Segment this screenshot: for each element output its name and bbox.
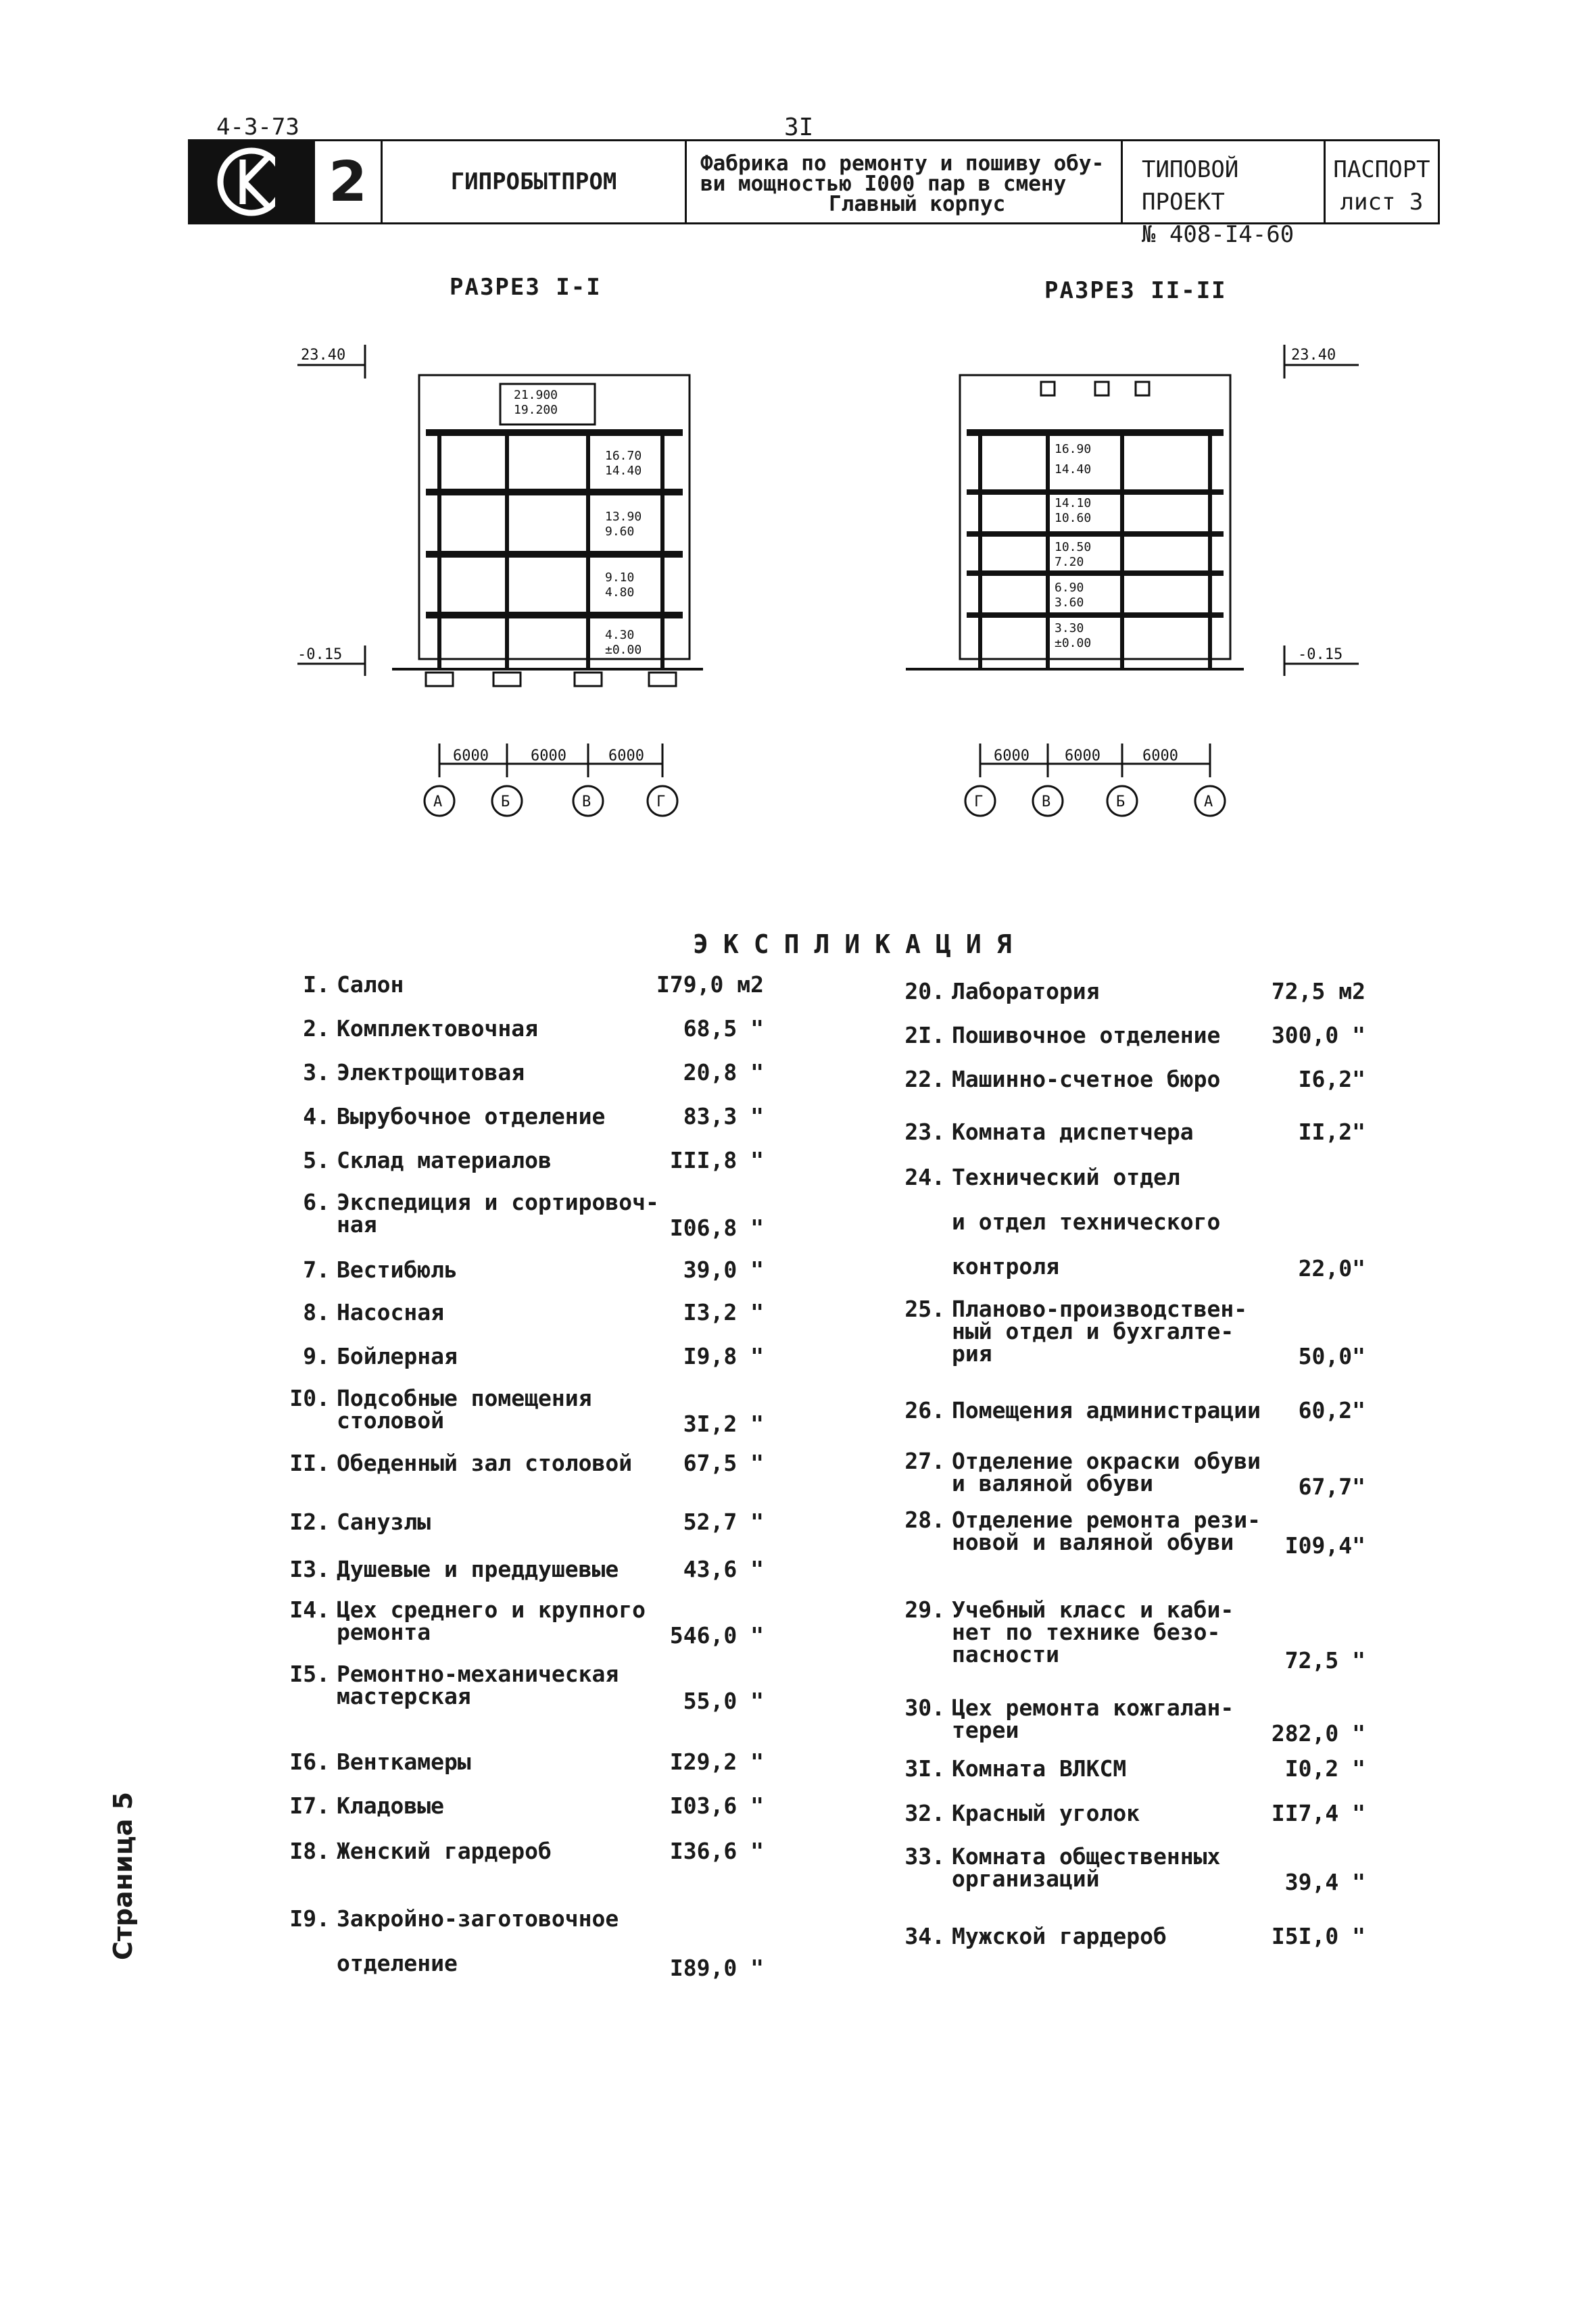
- item-number: I3.: [289, 1556, 330, 1582]
- item-area: 39,0 ": [683, 1257, 764, 1283]
- item-name: Цех среднего и крупного ремонта: [337, 1597, 646, 1645]
- s1-mark-5a: 4.30: [605, 628, 635, 642]
- project-number: [1123, 141, 1326, 248]
- stamp-number: 2: [315, 141, 383, 222]
- item-name: Мужской гардероб: [952, 1923, 1167, 1949]
- title-line-3: Главный корпус: [829, 192, 1006, 216]
- title-line-2: ви мощностью I000 пар в смену: [700, 172, 1067, 196]
- item-name: Комплектовочная: [337, 1015, 539, 1042]
- item-number: I7.: [289, 1793, 330, 1819]
- item-number: 5.: [303, 1147, 330, 1173]
- item-number: 26.: [904, 1397, 945, 1423]
- passport-label: ПАСПОРТ: [1333, 156, 1430, 183]
- item-name: Насосная: [337, 1299, 444, 1325]
- item-name: Отделение окраски обуви и валяной обуви: [952, 1448, 1261, 1496]
- s1-mark-2b: 14.40: [605, 464, 642, 478]
- item-area: 83,3 ": [683, 1103, 764, 1129]
- item-name: Машинно-счетное бюро: [952, 1066, 1221, 1092]
- s1-mark-3a: 13.90: [605, 510, 642, 524]
- item-name: Вестибюль: [337, 1257, 458, 1283]
- item-name: Склад материалов: [337, 1147, 552, 1173]
- item-name: Санузлы: [337, 1509, 431, 1535]
- item-area: 43,6 ": [683, 1556, 764, 1582]
- item-area: 52,7 ": [683, 1509, 764, 1535]
- title-line-1: Фабрика по ремонту и пошиву обу-: [700, 151, 1105, 176]
- item-name: Электрощитовая: [337, 1059, 525, 1086]
- s2-mark-4b: 3.60: [1055, 595, 1084, 610]
- item-area: I09,4": [1284, 1532, 1365, 1559]
- item-name: Кладовые: [337, 1793, 444, 1819]
- item-area: 72,5 ": [1284, 1647, 1365, 1674]
- item-name: Планово-производствен- ный отдел и бухгалте- рия: [952, 1296, 1248, 1367]
- organization-name: ГИПРОБЫТПРОМ: [383, 141, 687, 222]
- item-number: 2.: [303, 1015, 330, 1042]
- item-area: II7,4 ": [1271, 1800, 1365, 1826]
- s1-span-1: 6000: [453, 748, 489, 764]
- s2-mark-4a: 6.90: [1055, 581, 1084, 595]
- item-area: 67,5 ": [683, 1450, 764, 1476]
- s1-axis-3: В: [582, 794, 591, 810]
- section-1-drawing: [284, 331, 717, 831]
- section-2-level-ground: -0.15: [1298, 646, 1343, 663]
- item-number: I4.: [289, 1597, 330, 1623]
- item-area: I0,2 ": [1284, 1755, 1365, 1782]
- item-name: Комната ВЛКСМ: [952, 1755, 1127, 1782]
- s2-mark-3a: 10.50: [1055, 540, 1092, 554]
- item-number: 4.: [303, 1103, 330, 1129]
- item-area: I29,2 ": [669, 1749, 764, 1775]
- s1-span-2: 6000: [531, 748, 566, 764]
- s1-mark-3b: 9.60: [605, 525, 635, 539]
- ck-logo-icon: [201, 145, 302, 219]
- logo-cell: [190, 141, 315, 222]
- s1-axis-1: А: [433, 794, 443, 810]
- s2-span-3: 6000: [1142, 748, 1178, 764]
- item-name: Бойлерная: [337, 1343, 458, 1369]
- s1-mark-2a: 16.70: [605, 449, 642, 463]
- section-1-title: РАЗРЕЗ I-I: [450, 274, 602, 301]
- item-number: I9.: [289, 1905, 330, 1932]
- item-name: Подсобные помещения столовой: [337, 1385, 592, 1434]
- item-area: I03,6 ": [669, 1793, 764, 1819]
- item-name: Закройно-заготовочное отделение: [337, 1905, 619, 1976]
- item-number: 29.: [904, 1597, 945, 1623]
- s2-span-2: 6000: [1065, 748, 1101, 764]
- project-code: № 408-I4-60: [1142, 221, 1295, 248]
- item-name: Комната диспетчера: [952, 1119, 1194, 1145]
- s2-axis-2: В: [1042, 794, 1051, 810]
- s1-mark-1b: 19.200: [514, 403, 558, 417]
- item-area: 20,8 ": [683, 1059, 764, 1086]
- project-title: [687, 141, 1123, 222]
- item-number: 25.: [904, 1296, 945, 1322]
- s2-mark-1b: 14.40: [1055, 462, 1092, 477]
- s2-axis-4: А: [1204, 794, 1213, 810]
- s2-mark-2a: 14.10: [1055, 496, 1092, 510]
- s2-mark-3b: 7.20: [1055, 555, 1084, 569]
- section-2-drawing: [892, 331, 1379, 831]
- item-name: Пошивочное отделение: [952, 1022, 1221, 1048]
- item-name: Технический отдел и отдел технического контроля: [952, 1164, 1221, 1280]
- project-type: ТИПОВОЙ ПРОЕКТ: [1142, 156, 1239, 216]
- passport-cell: [1326, 141, 1438, 222]
- item-area: 300,0 ": [1271, 1022, 1365, 1048]
- section-2-level-top: 23.40: [1291, 347, 1336, 364]
- item-area: I06,8 ": [669, 1215, 764, 1241]
- item-name: Помещения администрации: [952, 1397, 1261, 1423]
- item-number: 20.: [904, 978, 945, 1004]
- item-name: Отделение ремонта рези- новой и валяной обуви: [952, 1507, 1261, 1555]
- item-number: 34.: [904, 1923, 945, 1949]
- item-name: Салон: [337, 971, 404, 998]
- item-area: 67,7": [1298, 1473, 1365, 1500]
- s2-mark-5a: 3.30: [1055, 621, 1084, 635]
- item-number: 23.: [904, 1119, 945, 1145]
- item-number: 28.: [904, 1507, 945, 1533]
- section-1-level-top: 23.40: [301, 347, 346, 364]
- item-number: 3.: [303, 1059, 330, 1086]
- section-1-level-ground: -0.15: [297, 646, 343, 663]
- sheet-label: лист 3: [1340, 189, 1424, 216]
- item-name: Ремонтно-механическая мастерская: [337, 1661, 619, 1709]
- item-area: 39,4 ": [1284, 1869, 1365, 1895]
- s2-mark-5b: ±0.00: [1055, 636, 1092, 650]
- item-number: 9.: [303, 1343, 330, 1369]
- item-name: Лаборатория: [952, 978, 1100, 1004]
- item-name: Учебный класс и каби- нет по технике безо- пасности: [952, 1597, 1234, 1667]
- item-number: 6.: [303, 1189, 330, 1215]
- item-number: I8.: [289, 1838, 330, 1864]
- s1-axis-4: Г: [656, 794, 666, 810]
- item-number: I2.: [289, 1509, 330, 1535]
- s1-mark-4a: 9.10: [605, 570, 635, 585]
- item-area: 3I,2 ": [683, 1411, 764, 1437]
- document-code: 4-3-73: [216, 114, 299, 141]
- item-number: II.: [289, 1450, 330, 1476]
- item-area: I36,6 ": [669, 1838, 764, 1864]
- item-name: Вырубочное отделение: [337, 1103, 606, 1129]
- item-number: I0.: [289, 1385, 330, 1411]
- item-number: I.: [303, 971, 330, 998]
- side-page-label: Страница 5: [108, 1791, 138, 1960]
- item-area: 22,0": [1298, 1255, 1365, 1282]
- item-name: Душевые и преддушевые: [337, 1556, 619, 1582]
- item-name: Цех ремонта кожгалан- тереи: [952, 1695, 1234, 1743]
- item-area: 546,0 ": [669, 1622, 764, 1649]
- item-area: I5I,0 ": [1271, 1923, 1365, 1949]
- item-number: 2I.: [904, 1022, 945, 1048]
- item-area: III,8 ": [669, 1147, 764, 1173]
- item-area: I3,2 ": [683, 1299, 764, 1325]
- item-number: 27.: [904, 1448, 945, 1474]
- item-area: I89,0 ": [669, 1955, 764, 1981]
- item-area: 60,2": [1298, 1397, 1365, 1423]
- item-area: I79,0 м2: [656, 971, 764, 998]
- s1-mark-4b: 4.80: [605, 585, 635, 600]
- item-number: 24.: [904, 1164, 945, 1190]
- item-area: 50,0": [1298, 1343, 1365, 1369]
- item-name: Женский гардероб: [337, 1838, 552, 1864]
- item-area: 55,0 ": [683, 1688, 764, 1714]
- item-number: 3I.: [904, 1755, 945, 1782]
- item-name: Венткамеры: [337, 1749, 471, 1775]
- s1-axis-2: Б: [501, 794, 510, 810]
- s2-mark-2b: 10.60: [1055, 511, 1092, 525]
- s1-mark-5b: ±0.00: [605, 643, 642, 657]
- item-area: 282,0 ": [1271, 1720, 1365, 1747]
- item-number: 8.: [303, 1299, 330, 1325]
- s2-mark-1a: 16.90: [1055, 442, 1092, 456]
- s2-axis-1: Г: [974, 794, 984, 810]
- item-area: II,2": [1298, 1119, 1365, 1145]
- item-number: 32.: [904, 1800, 945, 1826]
- item-number: 30.: [904, 1695, 945, 1721]
- s1-mark-1a: 21.900: [514, 388, 558, 402]
- item-area: 72,5 м2: [1271, 978, 1365, 1004]
- item-number: I5.: [289, 1661, 330, 1687]
- item-name: Красный уголок: [952, 1800, 1140, 1826]
- explication-title: ЭКСПЛИКАЦИЯ: [693, 929, 1027, 959]
- item-name: Обеденный зал столовой: [337, 1450, 633, 1476]
- item-number: 22.: [904, 1066, 945, 1092]
- page-number: 3I: [784, 114, 814, 141]
- item-area: 68,5 ": [683, 1015, 764, 1042]
- item-area: I6,2": [1298, 1066, 1365, 1092]
- title-block: [188, 139, 1440, 248]
- s2-span-1: 6000: [994, 748, 1030, 764]
- s1-span-3: 6000: [608, 748, 644, 764]
- item-number: 7.: [303, 1257, 330, 1283]
- item-area: I9,8 ": [683, 1343, 764, 1369]
- item-number: I6.: [289, 1749, 330, 1775]
- section-2-title: РАЗРЕЗ II-II: [1044, 277, 1227, 304]
- item-number: 33.: [904, 1843, 945, 1870]
- s2-axis-3: Б: [1116, 794, 1126, 810]
- item-name: Экспедиция и сортировоч- ная: [337, 1189, 659, 1238]
- item-name: Комната общественных организаций: [952, 1843, 1221, 1892]
